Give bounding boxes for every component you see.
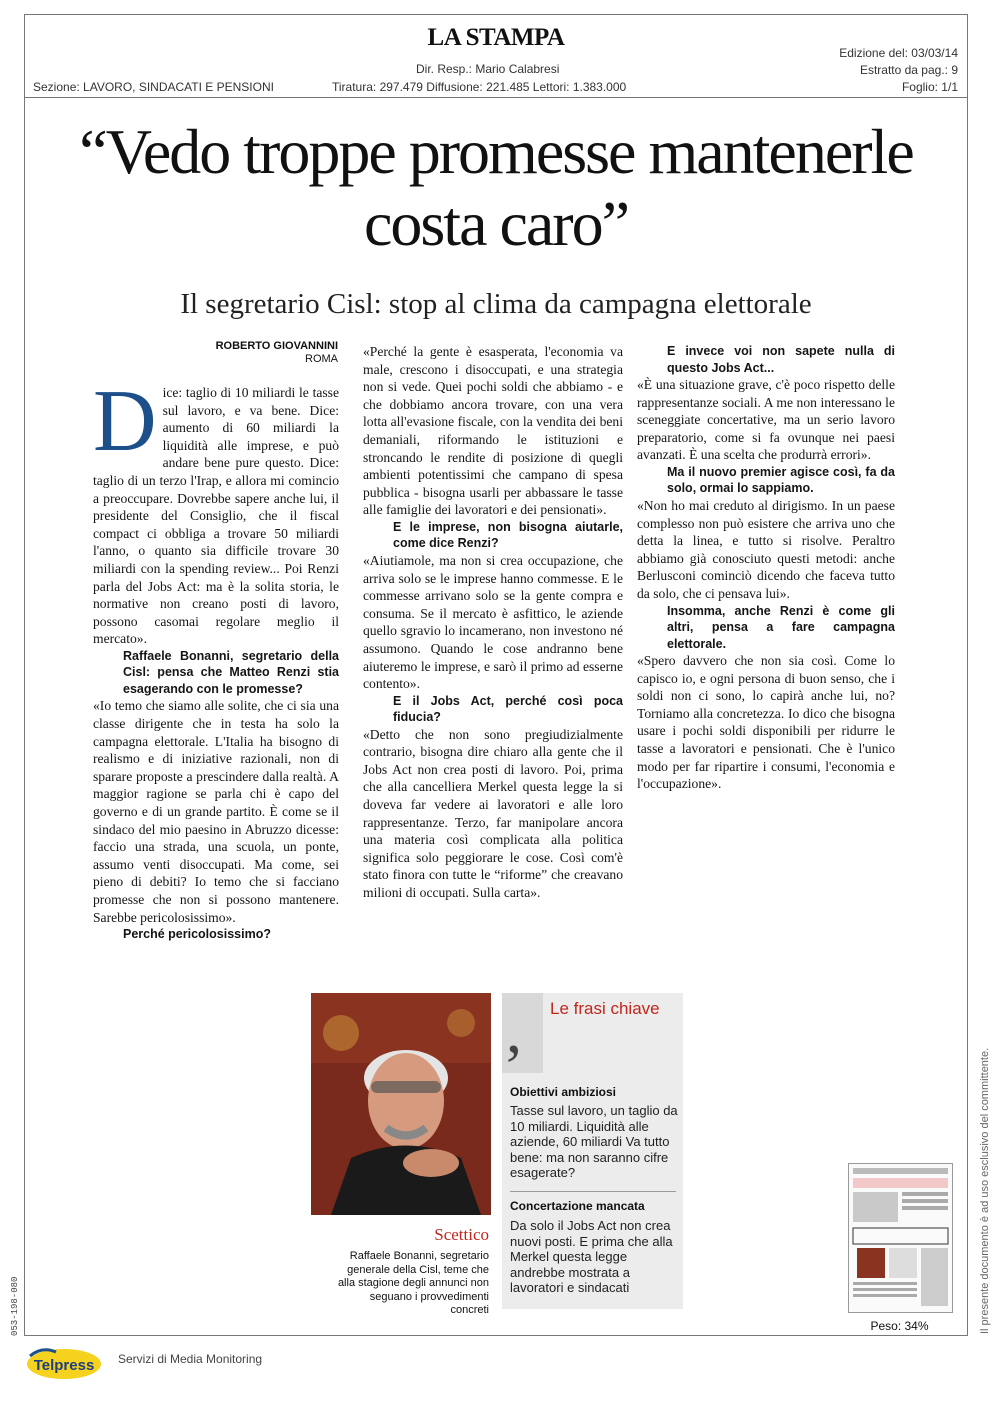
portrait-illustration: [311, 993, 491, 1215]
subheadline: Il segretario Cisl: stop al clima da campagna elettorale: [180, 288, 812, 320]
telpress-logo: [26, 1346, 102, 1380]
photo-caption: Raffaele Bonanni, segretario generale della Cisl, teme che alla stagione degli annunci non seguano i provvedimenti concreti: [337, 1250, 489, 1316]
answer: «È una situazione grave, c'è poco rispetto delle rappresentanze sociali. A me non interessano le sceneggiate concertative, ma un serio lavoro preparatorio, come si fa ovunque nei paesi avanzati. È una scelta che produrrà errori».: [637, 377, 895, 463]
section: Sezione: LAVORO, SINDACATI E PENSIONI: [33, 80, 274, 94]
question: Ma il nuovo premier agisce così, fa da solo, ormai lo sappiamo.: [667, 464, 895, 496]
headline: “Vedo troppe promesse mantenerle costa caro”: [79, 116, 913, 259]
document-code: 053-198-080: [10, 1276, 20, 1336]
key-phrases-box: [502, 993, 683, 1309]
question: Perché pericolosissimo?: [123, 927, 271, 942]
thumbnail-illustration: [849, 1164, 952, 1312]
question: E il Jobs Act, perché così poca fiducia?: [393, 693, 623, 725]
caption-title: Scettico: [434, 1225, 489, 1244]
answer: «Spero davvero che non sia così. Come lo capisco io, e ogni persona di buon senso, che i soldi non ci sono, lo capirà anche lui, no? Torniamo alla concretezza. Io dico che bisogna usare i pochi soldi disponibili per ridurre le tasse a lavoratori e pensionati. Che è l'unico modo per far ripartire i consumi, l'economia e l'occupazione».: [637, 653, 895, 792]
usage-note: Il presente documento è ad uso esclusivo del committente.: [979, 1047, 991, 1334]
quote-mark-icon: ,: [506, 995, 522, 1066]
answer: «Perché la gente è esasperata, l'economia va male, crescono i disoccupati, e una strategia non si vede. Quei pochi soldi che abbiamo - e che dobbiamo ancora trovare, con una vera lotta all'evasione fiscale, con la vendita dei beni demaniali, riformando le istituzioni e stroncando le rendite di posizione di quegli ambienti potentissimi che campano di spesa pubblica - bisogna usarli per abbassare le tasse alle famiglie dei lavoratori e dei pensionati».: [363, 344, 623, 518]
key-phrase-heading: Obiettivi ambiziosi: [510, 1085, 617, 1099]
answer: «Non ho mai creduto al dirigismo. In un paese complesso non può esistere che arriva uno che detta la linea, e tutto si risolve. Peraltro abbiamo già conosciuto questi metodi: anche Berlusconi cominciò dicendo che faceva tutto da solo, che ci pensava lui».: [637, 497, 895, 601]
extract-page: Estratto da pag.: 9: [859, 63, 958, 77]
logo-text: Telpress: [33, 1357, 95, 1374]
masthead: LA STAMPA: [427, 24, 565, 51]
question: E le imprese, non bisogna aiutarle, come dice Renzi?: [393, 519, 623, 551]
article-column-3: [637, 343, 895, 793]
author: ROBERTO GIOVANNINI: [215, 340, 338, 352]
page-thumbnail: [848, 1163, 953, 1313]
question: E invece voi non sapete nulla di questo Jobs Act...: [667, 344, 895, 375]
answer: «Detto che non sono pregiudizialmente contrario, bisogna dire chiaro alla gente che il Jobs Act non crea posti di lavoro. Poi, prima che alla cancelliera Merkel questa legge la si doveva far vedere ai lavoratori e alle loro rappresentanze. Terzo, far manipolare ancora una materia così complicata alla politica significa solo peggiorare le cose. Così com'è stato finora con tutte le “riforme” che creavano milioni di occupati. Sulla carta».: [363, 726, 623, 901]
drop-cap: D: [93, 373, 157, 470]
key-phrase-text: Da solo il Jobs Act non crea nuovi posti. E prima che alla Merkel questa legge andrebbe mostrata a lavoratori e sindacati: [510, 1218, 673, 1295]
question: Raffaele Bonanni, segretario della Cisl: pensa che Matteo Renzi stia esagerando con le promesse?: [123, 648, 339, 696]
box-divider: [510, 1191, 676, 1192]
key-phrases-title: Le frasi chiave: [550, 999, 660, 1018]
article-column-2: [363, 343, 623, 902]
key-phrase-text: Tasse sul lavoro, un taglio da 10 miliardi. Liquidità alle aziende, 60 miliardi Va tutto bene: ma non saranno cifre esagerate?: [510, 1103, 678, 1180]
edition-date: Edizione del: 03/03/14: [839, 46, 958, 60]
question: Insomma, anche Renzi è come gli altri, pensa a fare campagna elettorale.: [667, 603, 895, 651]
portrait-photo: [311, 993, 491, 1215]
key-phrase-heading: Concertazione mancata: [510, 1199, 645, 1213]
lead-paragraph: Dice: taglio di 10 miliardi le tasse sul lavoro, e va bene. Dice: aumento di 60 miliardi la liquidità alle imprese, e può andare bene pure questo. Dice: taglio di un terzo l'Irap, e allora mi comincio a preoccupare. Dovrebbe sapere anche lui, il presidente del Consiglio, che il fiscal compact ci obbliga a trovare 50 miliardi l'anno, o quanto sia difficile trovare 30 miliardi con la spending review... Poi Renzi parla del Jobs Act: ma è la solita storia, le normative non creano posti di lavoro, possono casomai regolare meglio il mercato».: [93, 373, 339, 647]
article-column-1: [93, 373, 339, 943]
dateline: ROMA: [305, 353, 338, 365]
weight-label: Peso: 34%: [870, 1319, 929, 1333]
circulation: Tiratura: 297.479 Diffusione: 221.485 Lettori: 1.383.000: [332, 80, 627, 94]
footer-service: Servizi di Media Monitoring: [118, 1352, 263, 1366]
byline: [200, 340, 338, 366]
answer: «Io temo che siamo alle solite, che ci sia una classe dirigente che in testa ha solo la campagna elettorale. L'Italia ha bisogno di realismo e di iniziative razionali, non di sparare proposte a prescindere dalla realtà. A maggior ragione se parla chi è capo del governo e di un grande partito. È come se il sindaco del mio paesino in Abruzzo dicesse: faccio una strada, una scuola, un ponte, assumo venti disoccupati. Ma come, sei pieno di debiti? Io temo che si facciano promesse che non si possono mantenere. Sarebbe pericolosissimo».: [93, 698, 339, 925]
director: Dir. Resp.: Mario Calabresi: [416, 62, 560, 76]
sheet-number: Foglio: 1/1: [901, 80, 958, 94]
answer: «Aiutiamole, ma non si crea occupazione, che arriva solo se le imprese hanno commesse. E le commesse arrivano solo se la gente compra e consuma. Se il mercato è asfittico, le aziende quello sgravio lo incamerano, non investono né assumono. Quando le cose andranno bene aiuteremo le imprese, e sarò il primo ad esserne contento».: [363, 552, 623, 692]
header-divider: [25, 97, 968, 98]
